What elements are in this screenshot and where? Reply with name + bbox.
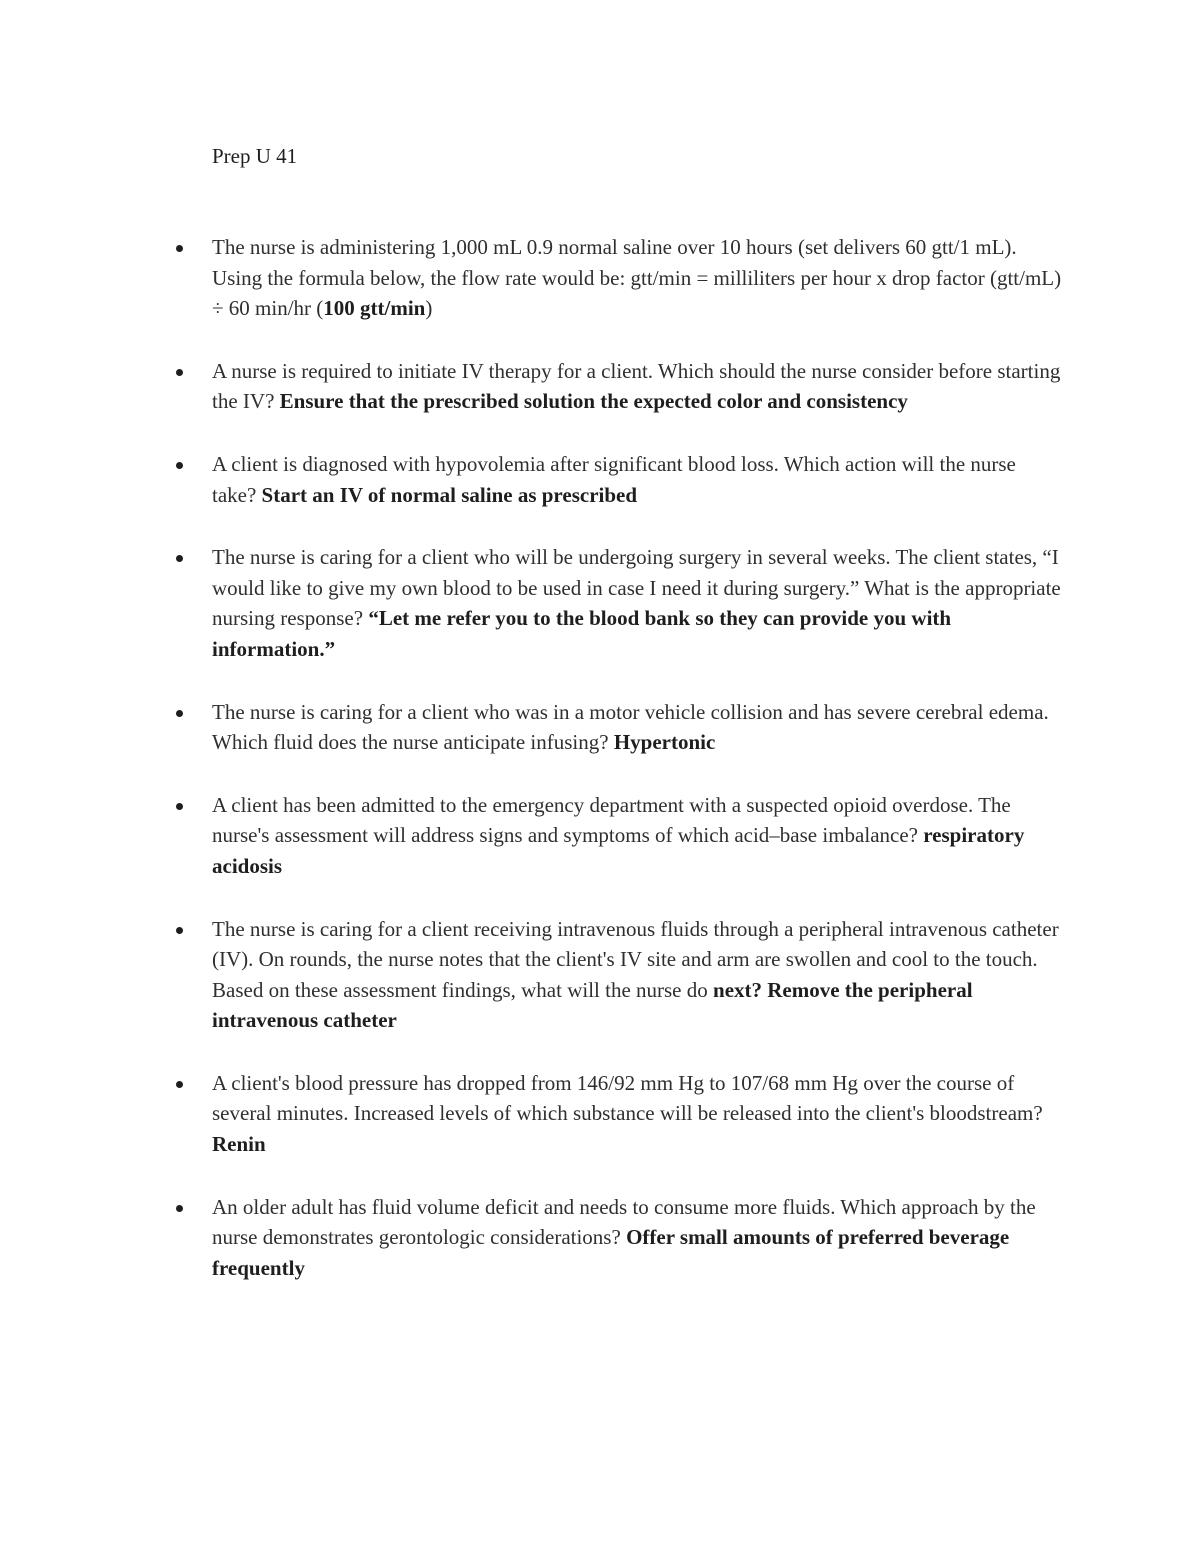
- list-item: [212, 449, 1062, 510]
- answer-text: Renin: [212, 1132, 266, 1157]
- answer-text: next? Remove the peripheral intravenous catheter: [212, 977, 973, 1033]
- bullet-icon: [176, 462, 183, 469]
- question-list: [0, 232, 1200, 1315]
- list-item: [212, 914, 1062, 1036]
- question-text: The nurse is caring for a client receiving intravenous fluids through a peripheral intravenous catheter (IV). On rounds, the nurse notes that the client's IV site and arm are swollen and cool to the touch. Based on these assessment findings, what will the nurse do: [212, 916, 1059, 1002]
- answer-text: 100 gtt/min: [323, 296, 426, 321]
- answer-text: “Let me refer you to the blood bank so they can provide you with information.”: [212, 606, 952, 661]
- question-text: An older adult has fluid volume deficit and needs to consume more fluids. Which approach by the nurse demonstrates gerontologic considerations?: [212, 1194, 1036, 1250]
- bullet-icon: [176, 803, 183, 810]
- list-item: [212, 232, 1062, 324]
- list-item: [212, 790, 1062, 882]
- bullet-icon: [176, 1081, 183, 1088]
- list-item: [212, 697, 1062, 758]
- question-text: A client is diagnosed with hypovolemia after significant blood loss. Which action will the nurse take?: [212, 451, 1016, 507]
- list-item: [212, 1068, 1062, 1160]
- question-text: A client has been admitted to the emergency department with a suspected opioid overdose. The nurse's assessment will address signs and symptoms of which acid–base imbalance?: [212, 792, 1011, 848]
- list-item: [212, 1192, 1062, 1284]
- bullet-icon: [176, 245, 183, 252]
- answer-text: Hypertonic: [613, 730, 716, 755]
- list-item: [212, 356, 1062, 417]
- answer-text: Offer small amounts of preferred beverage frequently: [212, 1225, 1010, 1280]
- bullet-icon: [176, 710, 183, 717]
- bullet-icon: [176, 555, 183, 562]
- question-text: A nurse is required to initiate IV therapy for a client. Which should the nurse consider before starting the IV?: [212, 358, 1061, 414]
- bullet-icon: [176, 927, 183, 934]
- question-text: A client's blood pressure has dropped from 146/92 mm Hg to 107/68 mm Hg over the course of several minutes. Increased levels of which substance will be released into the client's bloodstream?: [212, 1070, 1043, 1126]
- answer-text: respiratory acidosis: [212, 823, 1025, 878]
- answer-text: Start an IV of normal saline as prescribed: [261, 482, 638, 507]
- question-text: The nurse is caring for a client who will be undergoing surgery in several weeks. The client states, “I would like to give my own blood to be used in case I need it during surgery.” What is the appropriate nursing response?: [212, 545, 1061, 631]
- bullet-icon: [176, 1205, 183, 1212]
- question-text: The nurse is administering 1,000 mL 0.9 normal saline over 10 hours (set delivers 60 gtt/1 mL). Using the formula below, the flow rate would be: gtt/min = milliliters per hour x drop factor (gtt/mL) ÷ 60 min/hr (: [212, 235, 1062, 321]
- answer-text: Ensure that the prescribed solution the expected color and consistency: [279, 389, 908, 414]
- answer-suffix: ): [425, 296, 433, 321]
- question-text: The nurse is caring for a client who was in a motor vehicle collision and has severe cerebral edema. Which fluid does the nurse anticipate infusing?: [212, 699, 1049, 755]
- list-item: [212, 542, 1062, 664]
- document-title: Prep U 41: [212, 144, 298, 168]
- bullet-icon: [176, 369, 183, 376]
